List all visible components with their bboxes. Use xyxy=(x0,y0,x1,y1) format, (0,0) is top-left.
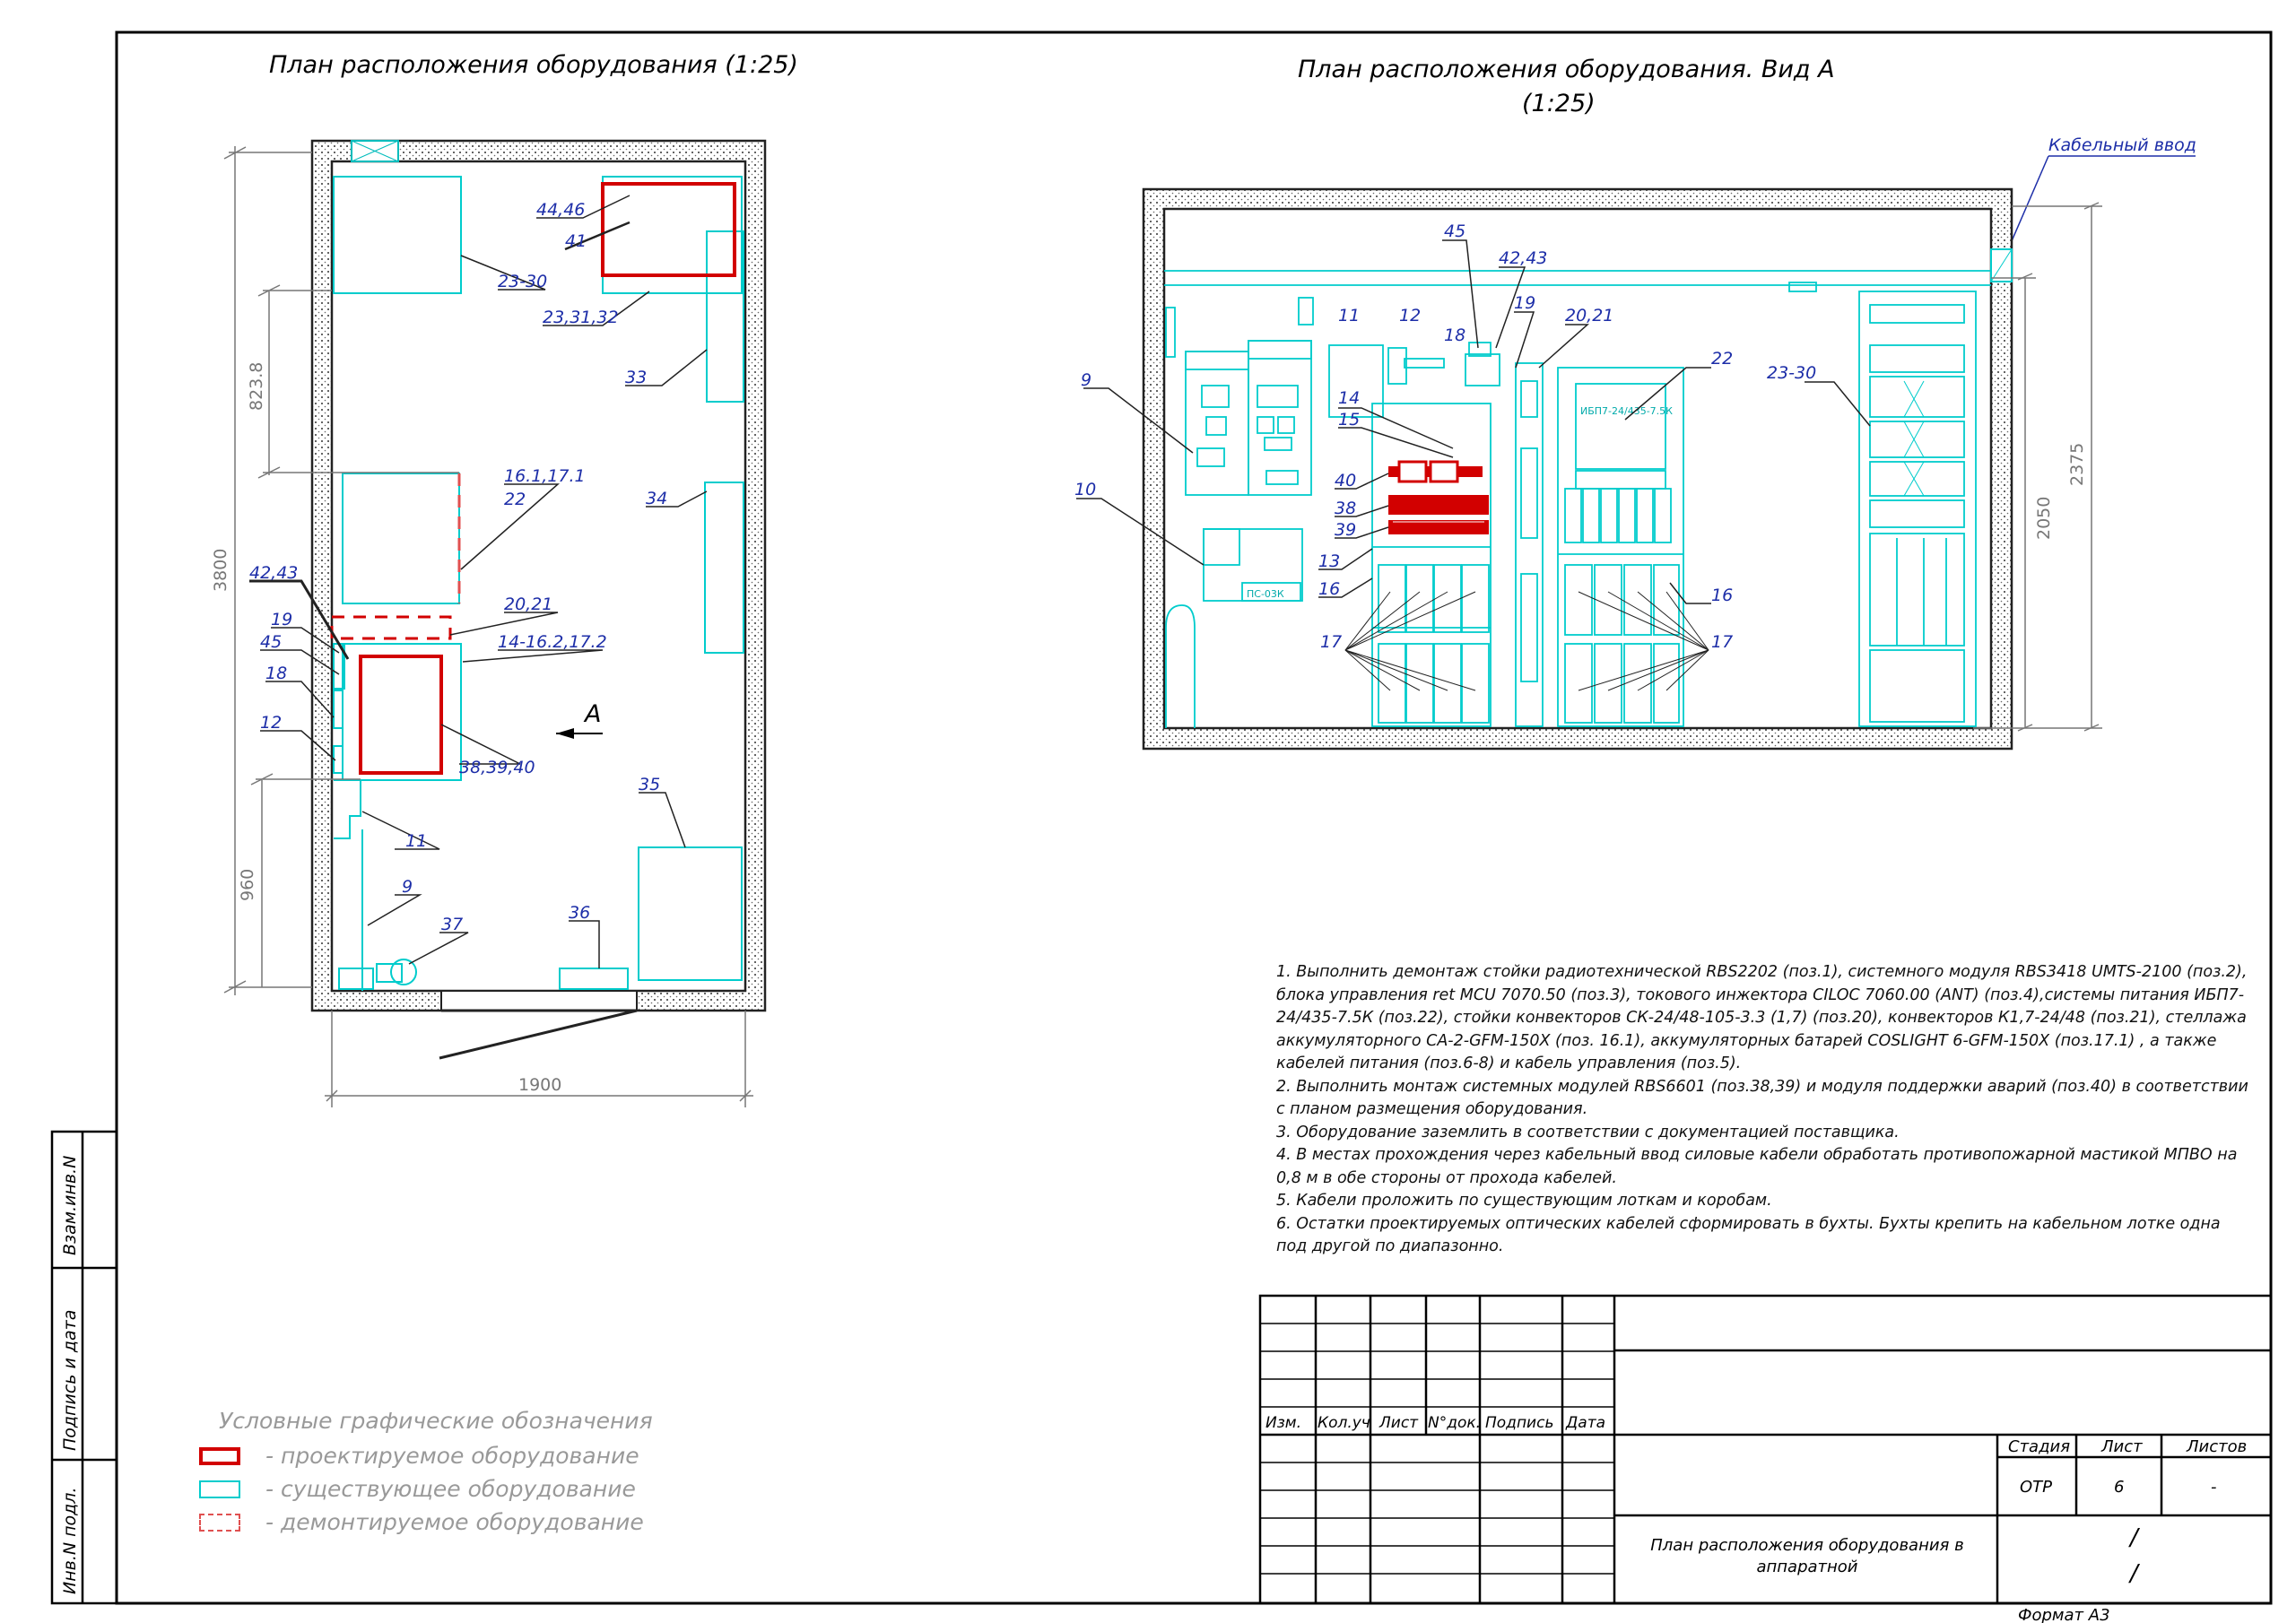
view-label: 42,43 xyxy=(1499,248,1548,268)
plan-label: 12 xyxy=(260,713,283,733)
plan-dismantled-rack-20 xyxy=(332,617,450,638)
plan-dim-width: 1900 xyxy=(518,1075,562,1095)
plan-dim-960: 960 xyxy=(238,868,257,901)
plan-label: 44,46 xyxy=(536,200,586,220)
stamp-header-docno: N°док. xyxy=(1428,1414,1482,1432)
plan-dim-823: 823.8 xyxy=(247,361,266,411)
view-dim-2375: 2375 xyxy=(2067,442,2087,486)
note-item: 3. Оборудование заземлить в соответствии с документацией поставщика. xyxy=(1276,1123,1900,1141)
plan-label: 20,21 xyxy=(504,595,553,614)
stamp-header-sheet: Лист xyxy=(1379,1414,1419,1432)
stamp-header-count: Кол.уч xyxy=(1318,1414,1370,1432)
view-label: 17 xyxy=(1320,632,1343,652)
plan-label: 23-30 xyxy=(498,272,548,291)
plan-label: 33 xyxy=(625,368,648,387)
plan-label: 41 xyxy=(565,231,587,251)
view-leaders xyxy=(1076,240,1870,603)
view-label: 17 xyxy=(1711,632,1734,652)
view-a-marker: А xyxy=(585,700,602,728)
plan-label: 14-16.2,17.2 xyxy=(498,632,607,652)
stamp-sheets-label: Листов xyxy=(2187,1437,2248,1456)
plan-label: 35 xyxy=(639,775,661,794)
legend-row-designed xyxy=(199,1439,653,1472)
plan-label: 36 xyxy=(569,903,591,923)
side-stamp-replaced-inv: Взам.инв.N xyxy=(60,1155,80,1255)
view-label: 11 xyxy=(1338,306,1361,325)
note-item: 1. Выполнить демонтаж стойки радиотехнической RBS2202 (поз.1), системного модуля RBS3418 UMTS-2100 (поз.2), блока управления ret MCU 7070.50 (поз.3), токового инжектора CILOC 7060.00 (ANT) (поз.4),системы питания ИБП7-24/435-7.5К (поз.22), стойки конвекторов СК-24/48-105-3.3 (1,7) (поз.20), конвекторов К1,7-24/48 (поз.21), стеллажа аккумуляторного СА-2-GFM-150X (поз. 16.1), аккумуляторных батарей COSLIGHT 6-GFM-150X (поз.17.1) , а также кабелей питания (поз.6-8) и кабель управления (поз.5). xyxy=(1276,963,2248,1072)
plan-label: 42,43 xyxy=(249,563,299,583)
note-item: 6. Остатки проектируемых оптических кабелей сформировать в бухты. Бухты крепить на кабельном лотке одна под другой по диапазонно. xyxy=(1276,1214,2221,1255)
stamp-stage-value: ОТР xyxy=(2020,1478,2053,1497)
plan-label: 22 xyxy=(504,490,526,509)
plan-label: 34 xyxy=(646,489,668,508)
view-label: 20,21 xyxy=(1565,306,1614,325)
stamp-sheet-value: 6 xyxy=(2114,1478,2125,1497)
legend-swatch-designed xyxy=(199,1447,240,1465)
view-label: 16 xyxy=(1711,586,1734,605)
view-a-scale: (1:25) xyxy=(1522,90,1596,117)
plan-label: 37 xyxy=(441,915,464,934)
plan-label: 18 xyxy=(265,664,288,683)
stamp-header-change: Изм. xyxy=(1265,1414,1301,1432)
legend-swatch-existing xyxy=(199,1480,240,1498)
ups-label: ИБП7-24/435-7.5К xyxy=(1580,405,1673,417)
sheet-format: Формат А3 xyxy=(2018,1606,2110,1623)
stamp-sheet-label: Лист xyxy=(2101,1437,2143,1456)
plan-label: 23,31,32 xyxy=(543,308,619,327)
view-label: 13 xyxy=(1318,551,1341,571)
legend-title: Условные графические обозначения xyxy=(219,1408,653,1434)
view-label: 22 xyxy=(1711,349,1734,369)
view-label: 19 xyxy=(1514,293,1536,313)
stamp-header-signature: Подпись xyxy=(1485,1414,1554,1432)
side-stamp-original-inv: Инв.N подл. xyxy=(60,1487,80,1594)
legend xyxy=(199,1408,653,1539)
plan-label: 11 xyxy=(405,831,428,851)
view-label: 16 xyxy=(1318,579,1341,599)
stamp-slash-top: / xyxy=(2130,1524,2138,1551)
plan-existing-equipment xyxy=(334,177,744,991)
plan-dim-height: 3800 xyxy=(211,548,230,592)
plan-label: 19 xyxy=(271,610,293,629)
view-label: 39 xyxy=(1335,520,1357,540)
note-item: 4. В местах прохождения через кабельный ввод силовые кабели обработать противопожарной мастикой МПВО на 0,8 м в обе стороны от прохода кабелей. xyxy=(1276,1146,2238,1187)
view-label: 40 xyxy=(1335,471,1357,490)
view-label: 38 xyxy=(1335,499,1357,518)
side-stamp-signature-date: Подпись и дата xyxy=(60,1309,80,1451)
sheet-frame xyxy=(117,32,2271,1603)
general-notes xyxy=(1276,961,2254,1259)
legend-label-dismantled: - демонтируемое оборудование xyxy=(265,1509,644,1535)
view-a-arrowhead xyxy=(556,728,574,739)
plan-label: 38,39,40 xyxy=(459,758,535,777)
view-a-title: План расположения оборудования. Вид А xyxy=(1298,56,1835,83)
view-designed-equipment xyxy=(1388,462,1489,534)
stamp-sheets-value: - xyxy=(2211,1478,2217,1497)
view-leaders-17-right xyxy=(1578,592,1709,690)
plan-label: 45 xyxy=(260,632,283,652)
view-battery-detail xyxy=(1904,381,1924,496)
note-item: 5. Кабели проложить по существующим лоткам и коробам. xyxy=(1276,1192,1772,1210)
view-label: 9 xyxy=(1081,370,1092,390)
view-label: 12 xyxy=(1399,306,1422,325)
stamp-stage-label: Стадия xyxy=(2008,1437,2071,1456)
view-dim-2050: 2050 xyxy=(2034,496,2054,540)
plan-label: 16.1,17.1 xyxy=(504,466,586,486)
legend-swatch-dismantled xyxy=(199,1514,240,1532)
stamp-drawing-title: План расположения оборудования в аппаратной xyxy=(1650,1536,1964,1576)
stamp-slash-bottom: / xyxy=(2130,1560,2138,1587)
view-leaders-17-left xyxy=(1345,592,1475,690)
view-label: 18 xyxy=(1444,325,1466,345)
view-label: 14 xyxy=(1338,388,1361,408)
view-existing-equipment xyxy=(1164,271,1991,728)
view-label: 23-30 xyxy=(1767,363,1817,383)
legend-label-designed: - проектируемое оборудование xyxy=(265,1443,639,1469)
legend-row-dismantled xyxy=(199,1506,653,1539)
plan-title: План расположения оборудования (1:25) xyxy=(269,51,798,79)
view-label: 45 xyxy=(1444,221,1466,241)
stamp-header-date: Дата xyxy=(1566,1414,1606,1432)
legend-label-existing: - существующее оборудование xyxy=(265,1476,636,1502)
cable-entry-label: Кабельный ввод xyxy=(2048,135,2196,155)
view-label: 15 xyxy=(1338,410,1361,430)
plan-label: 9 xyxy=(402,877,413,897)
ps-label: ПС-03К xyxy=(1247,588,1284,600)
legend-row-existing xyxy=(199,1472,653,1506)
view-label: 10 xyxy=(1074,480,1097,499)
note-item: 2. Выполнить монтаж системных модулей RBS6601 (поз.38,39) и модуля поддержки аварий (поз.40) в соответствии с планом размещения оборудования. xyxy=(1276,1077,2248,1118)
